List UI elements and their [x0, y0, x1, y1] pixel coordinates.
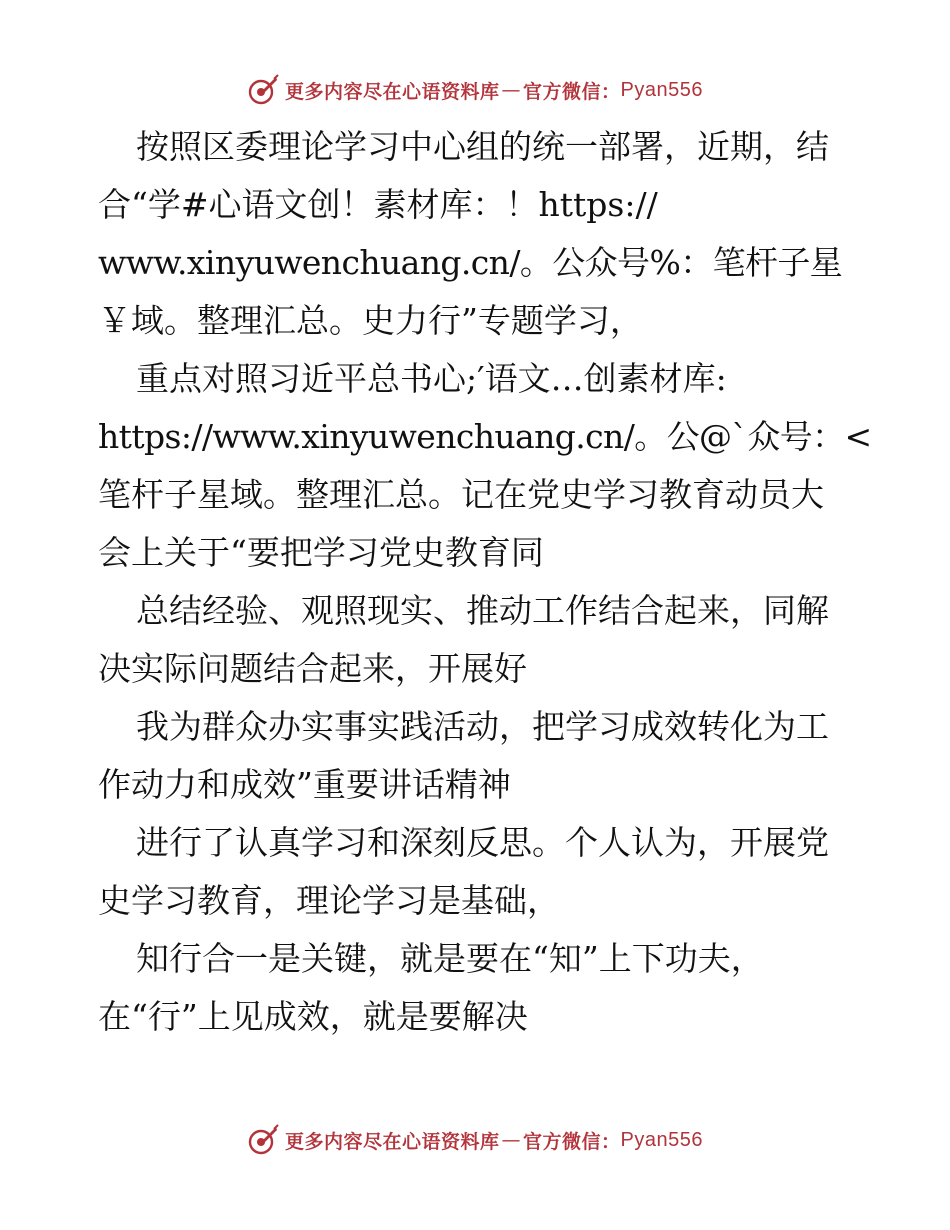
banner-wechat-id: Pyan556 [620, 1128, 703, 1151]
text-line: 史学习教育，理论学习是基础， [98, 881, 560, 920]
text-line: 决实际问题结合起来，开展好 [98, 649, 527, 688]
text-line: www.xinyuwenchuang.cn/。公众号%：笔杆子星 [98, 243, 843, 282]
banner-slogan: 更多内容尽在心语资料库 [285, 1130, 500, 1153]
text-line: 作动力和成效”重要讲话精神 [98, 765, 511, 804]
quill-pen-logo-icon [247, 1124, 279, 1156]
text-line: 总结经验、观照现实、推动工作结合起来，同解 [136, 591, 829, 630]
banner-dash: — [501, 79, 522, 101]
banner-wechat-label: 官方微信： [523, 80, 621, 103]
text-line: 会上关于“要把学习党史教育同 [98, 533, 544, 572]
banner-dash: — [501, 1129, 522, 1151]
quill-pen-logo-icon [247, 74, 279, 106]
text-line: 知行合一是关键，就是要在“知”上下功夫， [136, 939, 764, 978]
text-line: ￥域。整理汇总。史力行”专题学习， [98, 301, 643, 340]
text-line: 进行了认真学习和深刻反思。个人认为，开展党 [136, 823, 829, 862]
text-line: 重点对照习近平总书心;′语文…创素材库: [136, 359, 727, 398]
text-line: 在“行”上见成效，就是要解决 [98, 997, 528, 1036]
header-banner [0, 70, 950, 110]
text-line: https://www.xinyuwenchuang.cn/。公@`众号：< [98, 417, 872, 456]
text-line: 我为群众办实事实践活动，把学习成效转化为工 [136, 707, 829, 746]
footer-banner [0, 1120, 950, 1160]
banner-wechat-label: 官方微信： [523, 1130, 621, 1153]
banner-slogan: 更多内容尽在心语资料库 [285, 80, 500, 103]
text-line: 笔杆子星域。整理汇总。记在党史学习教育动员大 [98, 475, 824, 514]
document-body [98, 118, 872, 1046]
text-line: 合“学#心语文创！素材库：！https:// [98, 185, 658, 224]
banner-wechat-id: Pyan556 [620, 78, 703, 101]
text-line: 按照区委理论学习中心组的统一部署，近期，结 [136, 127, 829, 166]
